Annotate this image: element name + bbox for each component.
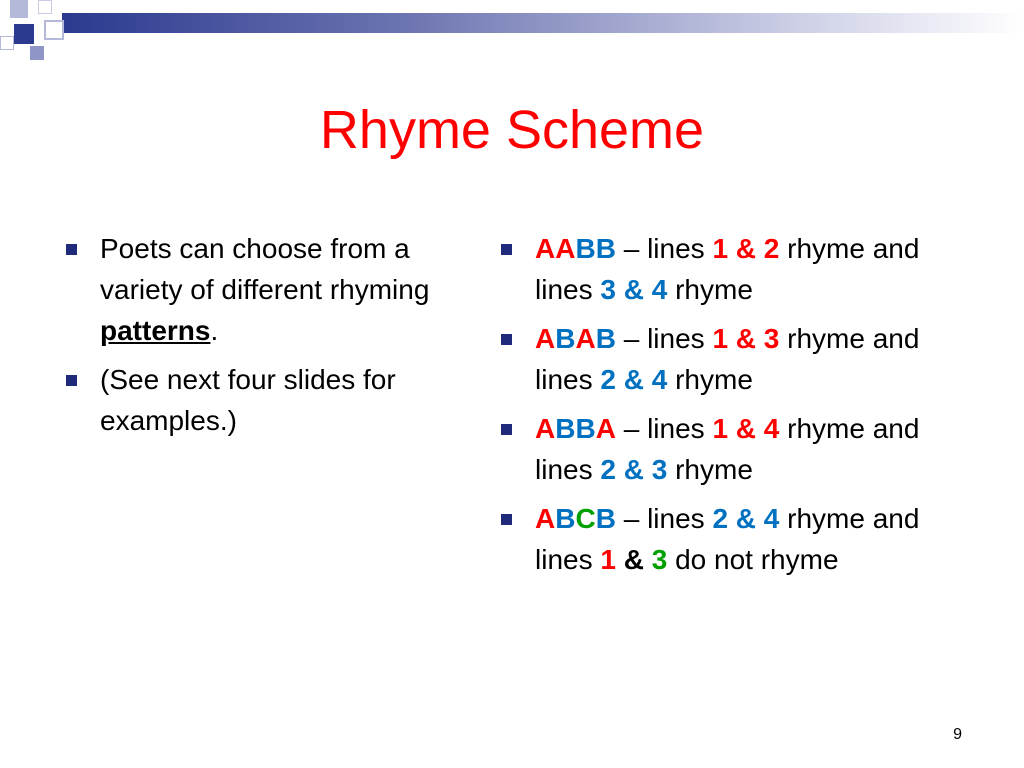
square-bullet-icon xyxy=(501,244,512,255)
line-number: 4 xyxy=(763,503,780,534)
line-number: 4 xyxy=(763,413,780,444)
slide-title: Rhyme Scheme xyxy=(319,100,705,160)
square-bullet-icon xyxy=(501,334,512,345)
square-bullet-icon xyxy=(501,514,512,525)
scheme-letter: B xyxy=(555,323,576,354)
ampersand: & xyxy=(615,274,652,305)
scheme-letter: A xyxy=(535,503,556,534)
right-column xyxy=(497,228,967,588)
ampersand: & xyxy=(615,454,652,485)
bullet-item xyxy=(62,359,462,441)
page-number: 9 xyxy=(953,726,962,743)
scheme-letter: B xyxy=(595,503,616,534)
scheme-letter: B xyxy=(595,233,616,264)
scheme-letter: C xyxy=(575,503,596,534)
scheme-letter: A xyxy=(595,413,616,444)
ampersand: & xyxy=(615,364,652,395)
scheme-letter: A xyxy=(555,233,576,264)
scheme-letter: B xyxy=(555,413,576,444)
scheme-dash: – lines xyxy=(615,233,713,264)
line-number: 1 xyxy=(712,233,729,264)
ampersand: & xyxy=(728,323,764,354)
line-number: 3 xyxy=(651,544,668,575)
ampersand: & xyxy=(728,233,764,264)
square-bullet-icon xyxy=(66,375,77,386)
scheme-letter: A xyxy=(535,413,556,444)
line-number: 3 xyxy=(651,454,668,485)
scheme-letter: B xyxy=(575,413,596,444)
scheme-end-text: rhyme xyxy=(667,364,753,395)
square-bullet-icon xyxy=(501,424,512,435)
scheme-letter: A xyxy=(535,323,556,354)
line-number: 1 xyxy=(600,544,616,575)
ampersand: & xyxy=(728,413,764,444)
line-number: 1 xyxy=(712,413,729,444)
bullet-item xyxy=(62,228,462,351)
line-number: 4 xyxy=(651,364,668,395)
scheme-mid-text: rhyme and lines xyxy=(535,503,920,575)
scheme-aabb xyxy=(497,228,967,310)
line-number: 3 xyxy=(763,323,780,354)
scheme-dash: – lines xyxy=(615,503,713,534)
scheme-end-text: rhyme xyxy=(667,454,753,485)
scheme-abba xyxy=(497,408,967,490)
left-column xyxy=(62,228,462,449)
scheme-dash: – lines xyxy=(615,323,713,354)
decor-square xyxy=(30,46,44,60)
header-gradient-bar xyxy=(62,13,1024,33)
square-bullet-icon xyxy=(66,244,77,255)
ampersand: & xyxy=(728,503,764,534)
bullet-text: (See next four slides for examples.) xyxy=(100,364,396,436)
decor-square xyxy=(38,0,52,14)
line-number: 3 xyxy=(600,274,616,305)
scheme-letter: B xyxy=(555,503,576,534)
bullet-text: Poets can choose from a variety of different rhyming xyxy=(100,233,430,305)
scheme-letter: B xyxy=(595,323,616,354)
line-number: 2 xyxy=(600,364,616,395)
scheme-mid-text: rhyme and lines xyxy=(535,413,920,485)
scheme-letter: A xyxy=(535,233,556,264)
scheme-end-text: do not rhyme xyxy=(667,544,839,575)
scheme-letter: A xyxy=(575,323,596,354)
line-number: 1 xyxy=(712,323,729,354)
ampersand: & xyxy=(615,544,652,575)
scheme-end-text: rhyme xyxy=(667,274,753,305)
scheme-abcb xyxy=(497,498,967,580)
decor-square xyxy=(0,36,14,50)
scheme-letter: B xyxy=(575,233,596,264)
scheme-mid-text: rhyme and lines xyxy=(535,323,920,395)
bullet-text-end: . xyxy=(210,315,219,346)
line-number: 2 xyxy=(712,503,729,534)
emphasis-text: patterns xyxy=(100,315,211,346)
decor-square xyxy=(44,20,64,40)
scheme-mid-text: rhyme and lines xyxy=(535,233,920,305)
line-number: 4 xyxy=(651,274,668,305)
decor-square xyxy=(14,24,34,44)
scheme-dash: – lines xyxy=(615,413,713,444)
decor-square xyxy=(10,0,28,18)
line-number: 2 xyxy=(600,454,616,485)
line-number: 2 xyxy=(763,233,780,264)
scheme-abab xyxy=(497,318,967,400)
